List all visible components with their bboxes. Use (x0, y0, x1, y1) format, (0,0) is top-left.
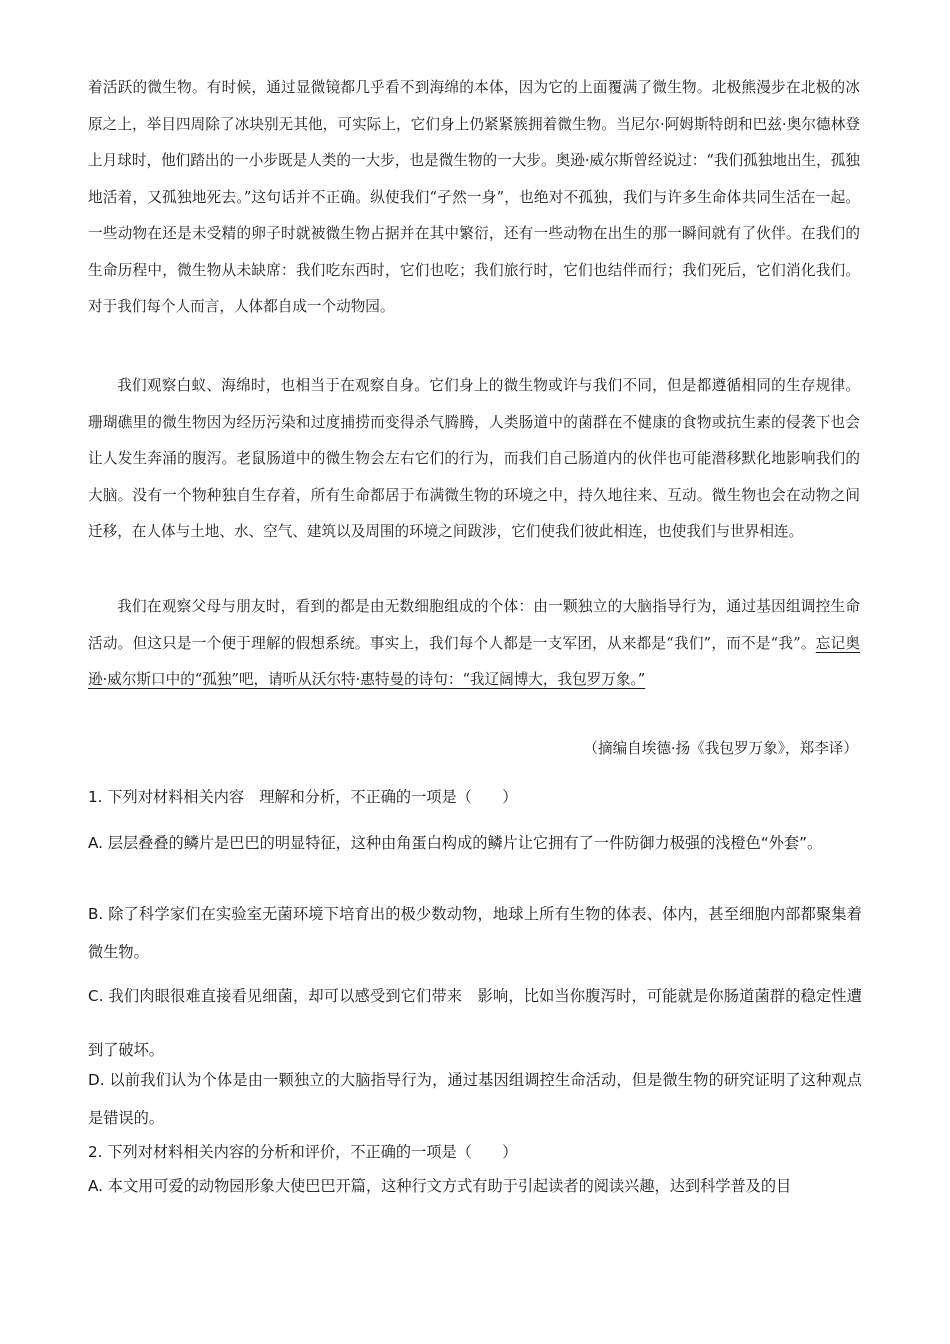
question-1-stem: 1. 下列对材料相关内容 理解和分析，不正确的一项是（ ） (88, 788, 518, 806)
passage-paragraph-3-text: 我们在观察父母与朋友时，看到的都是由无数细胞组成的个体：由一颗独立的大脑指导行为，通过基因组调控生命活动。但这只是一个便于理解的假想系统。事实上，我们每个人都是一支军团，从来都是“我们”，而不是“我”。 (88, 598, 860, 652)
question-1-option-a: A. 层层叠叠的鳞片是巴巴的明显特征，这种由角蛋白构成的鳞片让它拥有了一件防御力极强的浅橙色“外套”。 (88, 834, 823, 852)
question-2-option-a: A. 本文用可爱的动物园形象大使巴巴开篇，这种行文方式有助于引起读者的阅读兴趣，达到科学普及的目 (88, 1177, 792, 1195)
passage-paragraph-3 (88, 589, 860, 699)
passage-paragraph-2: 我们观察白蚁、海绵时，也相当于在观察自身。它们身上的微生物或许与我们不同，但是都遵循相同的生存规律。珊瑚礁里的微生物因为经历污染和过度捕捞而变得杀气腾腾，人类肠道中的菌群在不健康的食物或抗生素的侵袭下也会让人发生奔涌的腹泻。老鼠肠道中的微生物会左右它们的行为，而我们自己肠道内的伙伴也可能潜移默化地影响我们的大脑。没有一个物种独自生存着，所有生命都居于布满微生物的环境之中，持久地往来、互动。微生物也会在动物之间迁移，在人体与土地、水、空气、建筑以及周围的环境之间跋涉，它们使我们彼此相连，也使我们与世界相连。 (88, 377, 860, 540)
question-1-option-d: D. 以前我们认为个体是由一颗独立的大脑指导行为，通过基因组调控生命活动，但是微生物的研究证明了这种观点是错误的。 (88, 1071, 862, 1127)
question-2-stem: 2. 下列对材料相关内容的分析和评价，不正确的一项是（ ） (88, 1143, 518, 1161)
question-1-option-c: C. 我们肉眼很难直接看见细菌，却可以感受到它们带来 影响，比如当你腹泻时，可能就是你肠道菌群的稳定性遭到了破坏。 (88, 987, 862, 1059)
source-citation: （摘编自埃德·扬《我包罗万象》，郑李译） (583, 740, 858, 757)
passage-paragraph-1: 着活跃的微生物。有时候，通过显微镜都几乎看不到海绵的本体，因为它的上面覆满了微生物。北极熊漫步在北极的冰原之上，举目四周除了冰块别无其他，可实际上，它们身上仍紧紧簇拥着微生物。当尼尔·阿姆斯特朗和巴兹·奥尔德林登上月球时，他们踏出的一小步既是人类的一大步，也是微生物的一大步。奥逊·威尔斯曾经说过：“我们孤独地出生，孤独地活着，又孤独地死去。”这句话并不正确。纵使我们“孑然一身”，也绝对不孤独，我们与许多生命体共同生活在一起。一些动物在还是未受精的卵子时就被微生物占据并在其中繁衍，还有一些动物在出生的那一瞬间就有了伙伴。在我们的生命历程中，微生物从未缺席：我们吃东西时，它们也吃；我们旅行时，它们也结伴而行；我们死后，它们消化我们。对于我们每个人而言，人体都自成一个动物园。 (88, 79, 860, 315)
underlined-sentence: 忘记奥逊·威尔斯口中的“孤独”吧，请听从沃尔特·惠特曼的诗句：“我辽阔博大，我包罗万象。” (88, 634, 860, 688)
question-1-option-b: B. 除了科学家们在实验室无菌环境下培育出的极少数动物，地球上所有生物的体表、体内，甚至细胞内部都聚集着微生物。 (88, 905, 862, 961)
